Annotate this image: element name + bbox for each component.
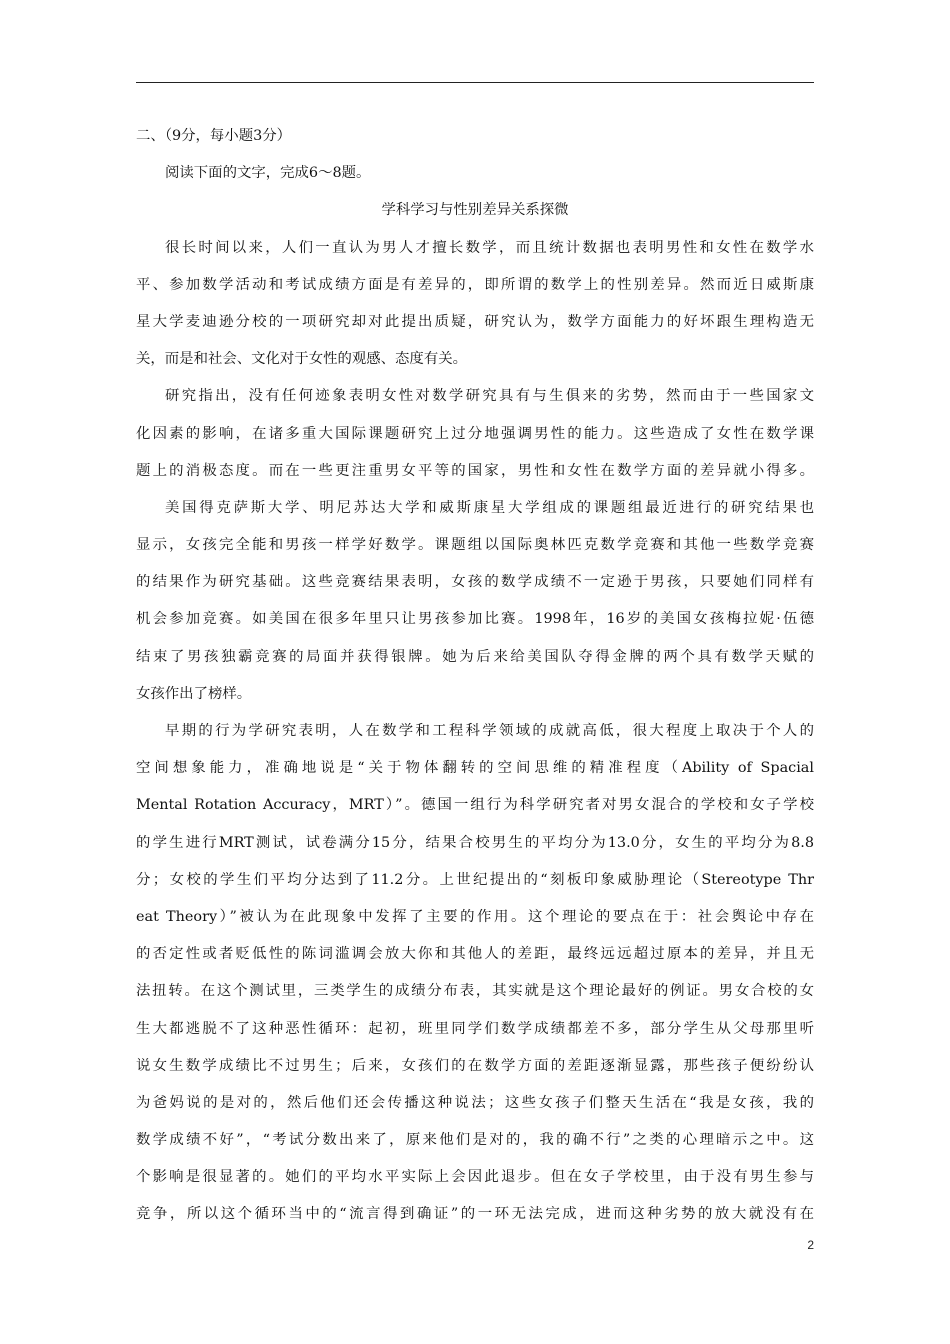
paragraph-line: Mental Rotation Accuracy，MRT）”。德国一组行为科学研究者对男女混合的学校和女子学校	[136, 797, 814, 814]
paragraph-line: eat Theory）”被认为在此现象中发挥了主要的作用。这个理论的要点在于：社会舆论中存在	[136, 908, 814, 925]
header-rule	[136, 82, 814, 83]
paragraph-line: 为爸妈说的是对的，然后他们还会传播这种说法；这些女孩子们整天生活在“我是女孩，我的	[136, 1094, 814, 1111]
paragraph-line: 机会参加竞赛。如美国在很多年里只让男孩参加比赛。1998年，16岁的美国女孩梅拉妮·伍德	[136, 611, 814, 628]
paragraph-line: 星大学麦迪逊分校的一项研究却对此提出质疑，研究认为，数学方面能力的好坏跟生理构造无	[136, 313, 814, 330]
paragraph-line: 分；女校的学生们平均分达到了11.2分。上世纪提出的“刻板印象威胁理论（Stereotype Thr	[136, 871, 814, 888]
paragraph-line: 很长时间以来，人们一直认为男人才擅长数学，而且统计数据也表明男性和女性在数学水	[165, 239, 814, 256]
paragraph-line: 化因素的影响，在诸多重大国际课题研究上过分地强调男性的能力。这些造成了女性在数学课	[136, 425, 814, 442]
paragraph-line: 的学生进行MRT测试，试卷满分15分，结果合校男生的平均分为13.0分，女生的平均分为8.8	[136, 834, 814, 851]
paragraph-line: 生大都逃脱不了这种恶性循环：起初，班里同学们数学成绩都差不多，部分学生从父母那里听	[136, 1020, 814, 1037]
instruction-text: 阅读下面的文字，完成6～8题。	[165, 165, 371, 182]
paragraph-line: 题上的消极态度。而在一些更注重男女平等的国家，男性和女性在数学方面的差异就小得多。	[136, 462, 814, 479]
paragraph-line: 数学成绩不好”，“考试分数出来了，原来他们是对的，我的确不行”之类的心理暗示之中。这	[136, 1132, 814, 1149]
paragraph-line: 显示，女孩完全能和男孩一样学好数学。课题组以国际奥林匹克数学竞赛和其他一些数学竞赛	[136, 537, 814, 554]
paragraph-line: 关，而是和社会、文化对于女性的观感、态度有关。	[136, 351, 467, 368]
paragraph-line: 空间想象能力，准确地说是“关于物体翻转的空间思维的精准程度（Ability of Spacial	[136, 760, 814, 777]
paragraph-line: 个影响是很显著的。她们的平均水平实际上会因此退步。但在女子学校里，由于没有男生参与	[136, 1169, 814, 1186]
paragraph-line: 结束了男孩独霸竞赛的局面并获得银牌。她为后来给美国队夺得金牌的两个具有数学天赋的	[136, 648, 814, 665]
article-title: 学科学习与性别差异关系探微	[381, 202, 569, 219]
paragraph-line: 女孩作出了榜样。	[136, 685, 252, 702]
paragraph-line: 法扭转。在这个测试里，三类学生的成绩分布表，其实就是这个理论最好的例证。男女合校的女	[136, 983, 814, 1000]
paragraph-line: 研究指出，没有任何迹象表明女性对数学研究具有与生俱来的劣势，然而由于一些国家文	[165, 388, 814, 405]
paragraph-line: 的否定性或者贬低性的陈词滥调会放大你和其他人的差距，最终远远超过原本的差异，并且无	[136, 946, 814, 963]
paragraph-line: 美国得克萨斯大学、明尼苏达大学和威斯康星大学组成的课题组最近进行的研究结果也	[165, 499, 814, 516]
paragraph-line: 的结果作为研究基础。这些竞赛结果表明，女孩的数学成绩不一定逊于男孩，只要她们同样有	[136, 574, 814, 591]
paragraph-line: 说女生数学成绩比不过男生；后来，女孩们的在数学方面的差距逐渐显露，那些孩子便纷纷认	[136, 1057, 814, 1074]
page-number: 2	[807, 1238, 814, 1252]
document-body	[136, 118, 814, 1234]
paragraph-line: 早期的行为学研究表明，人在数学和工程科学领域的成就高低，很大程度上取决于个人的	[165, 723, 814, 739]
section-heading: 二、（9分，每小题3分）	[136, 128, 292, 144]
paragraph-line: 平、参加数学活动和考试成绩方面是有差异的，即所谓的数学上的性别差异。然而近日威斯康	[136, 276, 814, 293]
paragraph-line: 竞争，所以这个循环当中的“流言得到确证”的一环无法完成，进而这种劣势的放大就没有在	[136, 1206, 814, 1223]
